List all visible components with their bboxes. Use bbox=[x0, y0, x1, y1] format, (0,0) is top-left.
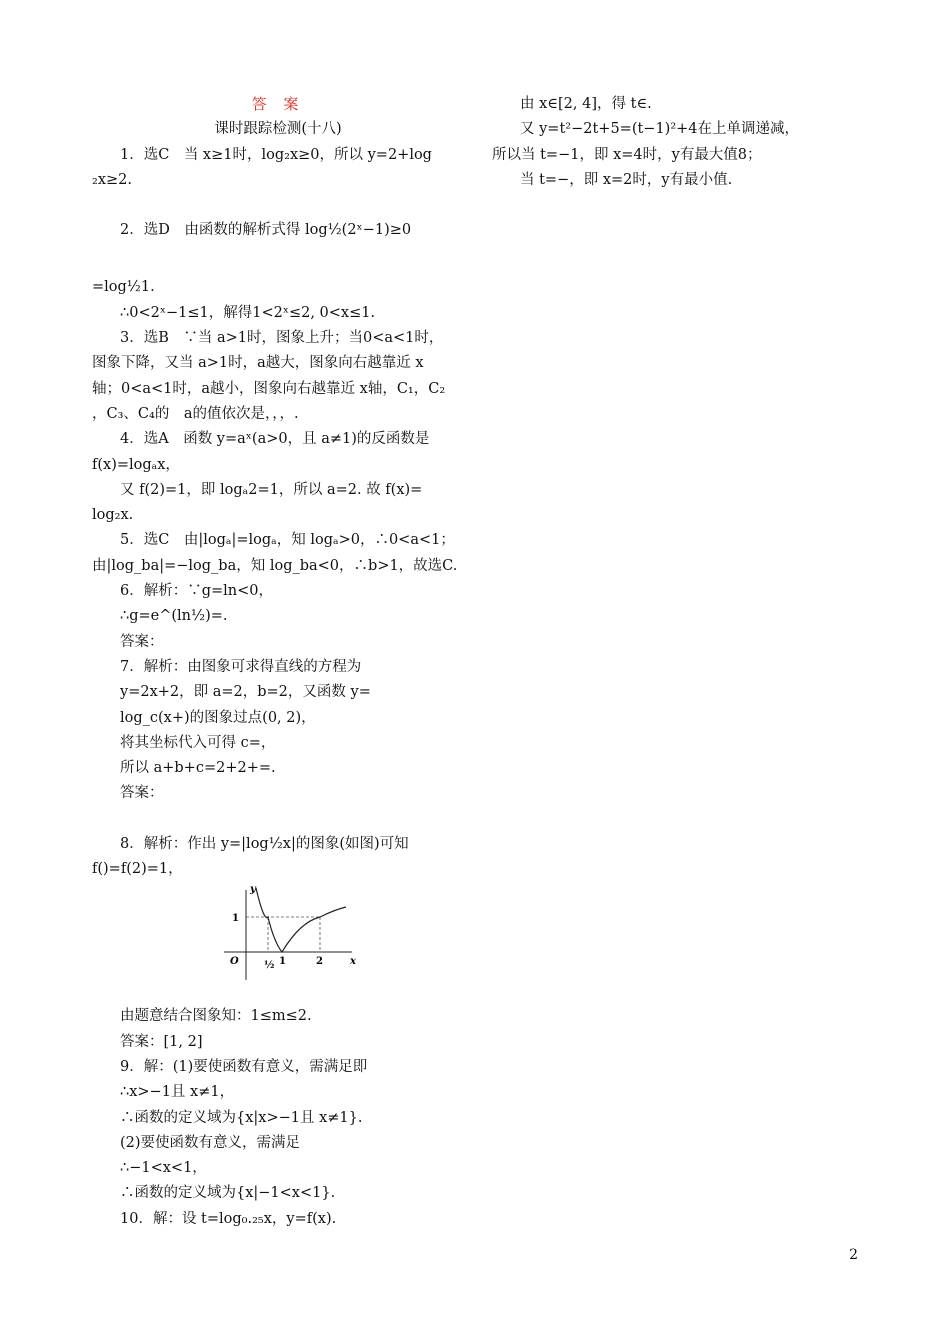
text-line: ∴g=e^(ln½)=. bbox=[120, 608, 228, 625]
x-tick-label-2: 2 bbox=[316, 956, 323, 968]
text-line: 答案：[1, 2] bbox=[120, 1033, 203, 1050]
log-abs-graph bbox=[212, 882, 362, 1000]
spacer bbox=[92, 193, 464, 218]
text-line: 又 y=t²−2t+5=(t−1)²+4在上单调递减， bbox=[520, 121, 800, 138]
text-line: y=2x+2，即 a=2，b=2，又函数 y= bbox=[120, 684, 371, 701]
text-line: 由 x∈[2, 4]，得 t∈. bbox=[520, 96, 652, 112]
x-axis-label: x bbox=[350, 956, 356, 968]
text-line: (2)要使函数有意义，需满足 bbox=[120, 1134, 301, 1151]
y-tick-label: 1 bbox=[232, 913, 239, 925]
answer-title: 答 案 bbox=[251, 95, 305, 113]
text-line: ∴函数的定义域为{x|x>−1且 x≠1}. bbox=[120, 1109, 363, 1126]
text-line: ∴0<2ˣ−1≤1，解得1<2ˣ≤2, 0<x≤1. bbox=[120, 304, 376, 321]
page-number: 2 bbox=[849, 1247, 858, 1263]
text-line: 将其坐标代入可得 c=， bbox=[120, 734, 276, 751]
text-line: f(x)=logₐx， bbox=[92, 456, 180, 473]
text-line: 3．选B ∵当 a>1时，图象上升；当0<a<1时， bbox=[120, 330, 444, 347]
text-line: 图象下降，又当 a>1时，a越大，图象向右越靠近 x bbox=[92, 355, 424, 372]
text-line: ∴−1<x<1， bbox=[120, 1160, 207, 1177]
text-line: 5．选C 由|logₐ|=logₐ，知 logₐ>0，∴0<a<1； bbox=[120, 532, 455, 549]
spacer bbox=[92, 807, 464, 832]
y-axis-label: y bbox=[250, 884, 256, 896]
text-line: 轴；0<a<1时，a越小，图象向右越靠近 x轴，C₁，C₂ bbox=[92, 380, 446, 397]
text-line: 由题意结合图象知：1≤m≤2. bbox=[120, 1008, 312, 1025]
origin-label: O bbox=[230, 956, 239, 968]
right-column bbox=[492, 92, 864, 193]
text-line: 当 t=−，即 x=2时，y有最小值. bbox=[520, 171, 733, 188]
section-subtitle: 课时跟踪检测(十八) bbox=[214, 121, 342, 138]
text-line: 答案： bbox=[120, 633, 164, 650]
text-line: 8．解析：作出 y=|log½x|的图象(如图)可知 bbox=[120, 835, 409, 852]
text-line: ∴x>−1且 x≠1， bbox=[120, 1084, 235, 1101]
text-line: 由|log_ba|=−log_ba，知 log_ba<0，∴b>1，故选C. bbox=[92, 557, 458, 574]
text-line: 6．解析：∵g=ln<0， bbox=[120, 583, 274, 600]
text-line: ，C₃、C₄的 a的值依次是，，，. bbox=[92, 405, 299, 422]
text-line: ∴函数的定义域为{x|−1<x<1}. bbox=[120, 1185, 336, 1202]
text-line: 所以当 t=−1，即 x=4时，y有最大值8； bbox=[492, 146, 762, 163]
text-line: 7．解析：由图象可求得直线的方程为 bbox=[120, 658, 362, 675]
x-tick-label-1: 1 bbox=[279, 956, 286, 968]
text-line: log_c(x+)的图象过点(0, 2)， bbox=[120, 709, 316, 726]
text-line: log₂x. bbox=[92, 507, 134, 524]
x-tick-label-half: ½ bbox=[264, 960, 275, 972]
text-line: 所以 a+b+c=2+2+=. bbox=[120, 760, 276, 777]
text-line: =log½1. bbox=[92, 279, 155, 296]
spacer bbox=[92, 243, 464, 275]
text-line: 1．选C 当 x≥1时，log₂x≥0，所以 y=2+log bbox=[120, 146, 432, 163]
log-abs-graph-figure bbox=[92, 882, 464, 1004]
text-line: 答案： bbox=[120, 785, 164, 802]
text-line: 2．选D 由函数的解析式得 log½(2ˣ−1)≥0 bbox=[120, 222, 412, 239]
left-column bbox=[92, 92, 464, 1232]
text-line: 9．解：(1)要使函数有意义，需满足即 bbox=[120, 1058, 368, 1075]
curve bbox=[256, 888, 346, 952]
text-line: 4．选A 函数 y=aˣ(a>0，且 a≠1)的反函数是 bbox=[120, 431, 430, 448]
text-line: ₂x≥2. bbox=[92, 171, 132, 188]
text-line: 10．解：设 t=log₀.₂₅x，y=f(x). bbox=[120, 1210, 337, 1227]
text-line: f()=f(2)=1， bbox=[92, 861, 183, 878]
text-line: 又 f(2)=1，即 logₐ2=1，所以 a=2. 故 f(x)= bbox=[120, 481, 423, 498]
